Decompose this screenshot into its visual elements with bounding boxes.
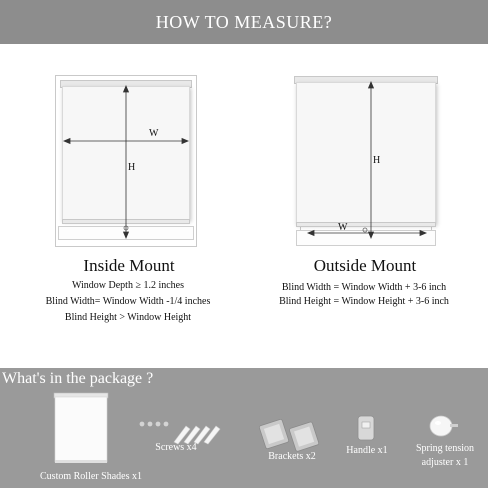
- package-item-screws-label: Screws x4: [155, 442, 197, 453]
- page-title: HOW TO MEASURE?: [155, 12, 333, 32]
- outside-height-label: H: [373, 155, 381, 166]
- package-item-brackets-label: Brackets x2: [268, 451, 316, 462]
- inside-mount-title: Inside Mount: [83, 256, 175, 275]
- package-item-spring-label-line2: adjuster x 1: [421, 457, 469, 468]
- outside-pull-ring-icon: [363, 228, 367, 232]
- outside-spec-width: Blind Width = Window Width + 3-6 inch: [281, 282, 447, 293]
- inside-spec-width: Blind Width= Window Width -1/4 inches: [45, 296, 211, 307]
- package-title: What's in the package ?: [2, 370, 154, 387]
- package-item-spring-label-line1: Spring tension: [415, 443, 475, 454]
- inside-spec-depth: Window Depth ≥ 1.2 inches: [71, 280, 184, 291]
- spring-adjuster-icon: [424, 412, 460, 442]
- inside-width-label: W: [149, 128, 159, 139]
- outside-mount-title: Outside Mount: [313, 256, 417, 275]
- outside-spec-height: Blind Height = Window Height + 3-6 inch: [279, 296, 449, 307]
- package-item-handle-label: Handle x1: [346, 445, 388, 456]
- outside-width-label: W: [338, 222, 348, 233]
- inside-height-label: H: [128, 162, 136, 173]
- brackets-icon: [258, 412, 328, 452]
- handle-icon: [352, 414, 382, 444]
- roller-shade-icon: [54, 393, 114, 468]
- inside-spec-height: Blind Height > Window Height: [64, 312, 192, 323]
- package-item-shade-label: Custom Roller Shades x1: [40, 471, 142, 482]
